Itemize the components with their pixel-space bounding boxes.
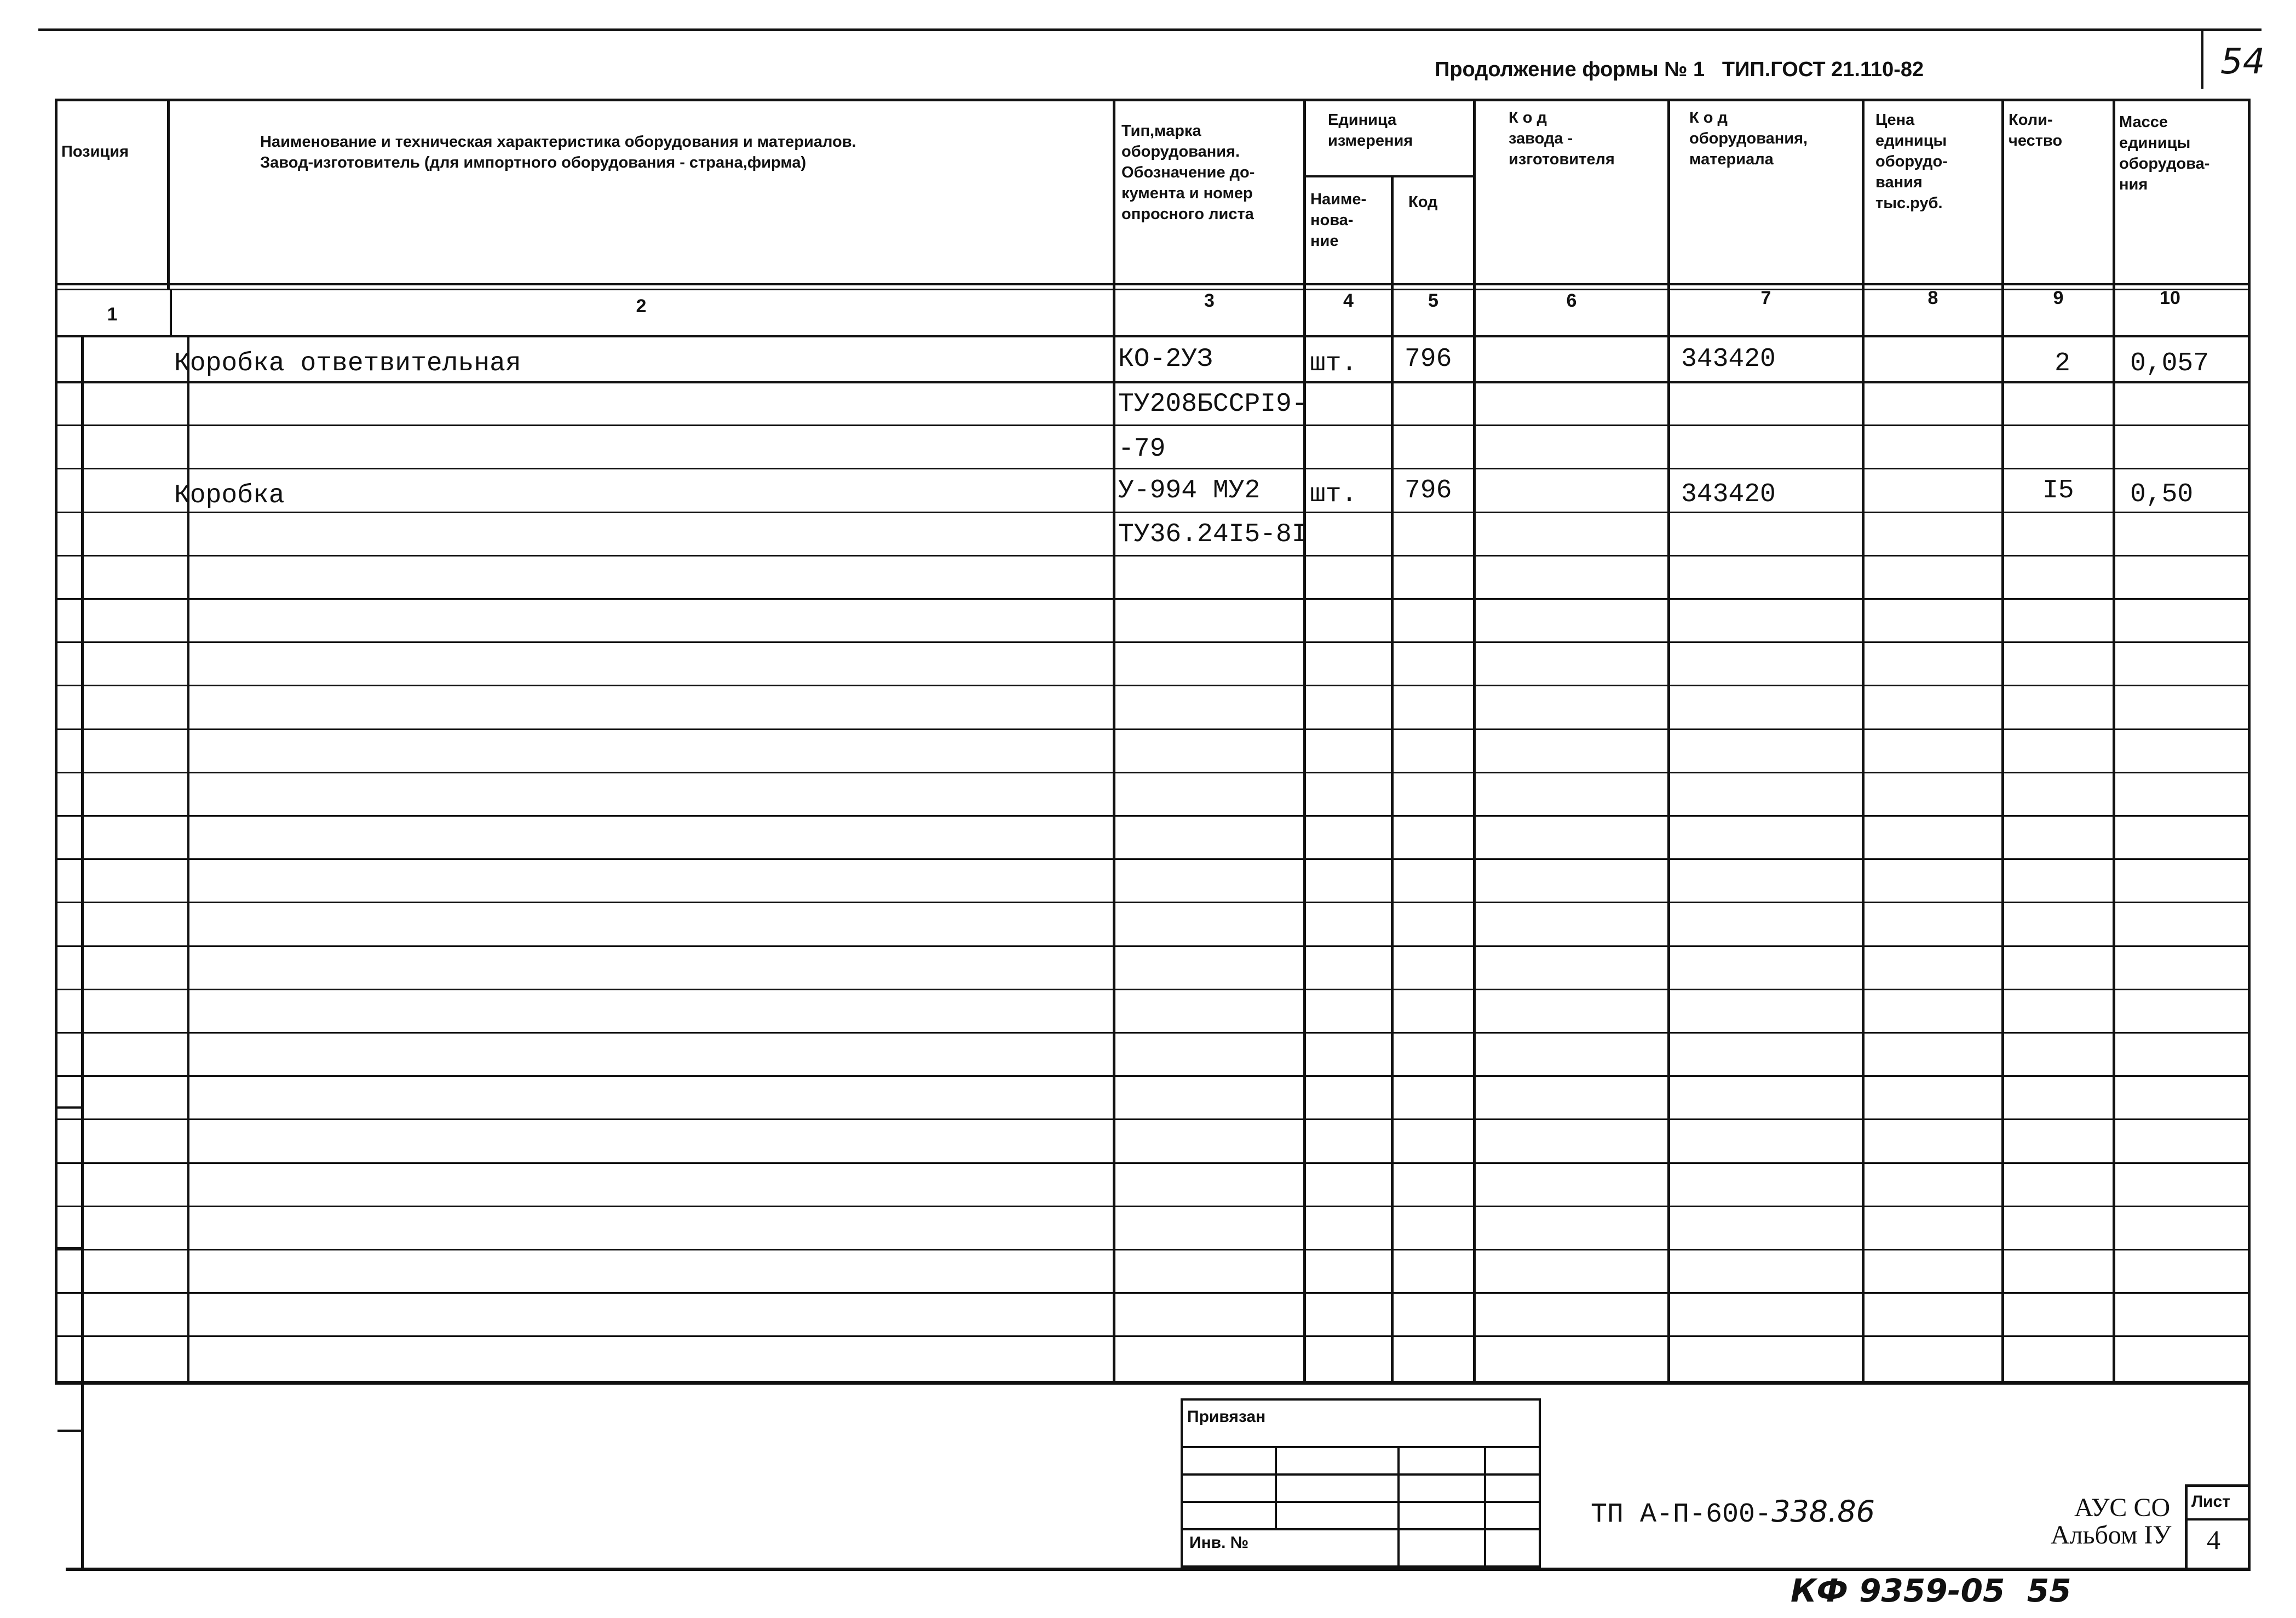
- privyazan-label: Привязан: [1187, 1408, 1266, 1426]
- row-rule-line: [55, 641, 2251, 643]
- sheet-value: 4: [2207, 1524, 2220, 1555]
- header-unit-code: Код: [1408, 193, 1438, 211]
- header-quantity: Коли- чество: [2009, 111, 2063, 150]
- row-rule-line: [55, 858, 2251, 860]
- row-rule-line: [55, 1206, 2251, 1207]
- col-number-4: 4: [1343, 290, 1354, 311]
- designation-handwritten: 338.86: [1771, 1494, 1875, 1529]
- row-4-unit: шт.: [1310, 480, 1357, 509]
- row-rule-line: [55, 1335, 2251, 1337]
- designation: [1591, 1494, 1875, 1530]
- header-factory-code: К о д завода - изготовителя: [1509, 109, 1615, 168]
- privyazan-vline: [1275, 1446, 1277, 1528]
- margin-tick: [57, 1106, 82, 1109]
- header-unit-name: Наиме- нова- ние: [1310, 191, 1367, 250]
- row-4-mass: 0,50: [2130, 480, 2194, 509]
- privyazan-vline: [1484, 1446, 1486, 1568]
- archive-code: КФ 9359-05 55: [1791, 1572, 2071, 1609]
- header-divider: [55, 283, 2251, 285]
- left-frame-line: [81, 337, 84, 1570]
- sheet-label: Лист: [2191, 1493, 2230, 1511]
- inv-label: Инв. №: [1189, 1534, 1249, 1552]
- sheet-number-top: 54: [2220, 42, 2265, 82]
- column-number-divider: [55, 335, 2251, 337]
- row-rule-line: [55, 728, 2251, 730]
- privyazan-line: [1181, 1501, 1541, 1503]
- row-rule-line: [55, 555, 2251, 556]
- row-4-code: 796: [1405, 476, 1452, 506]
- col-number-9: 9: [2053, 288, 2064, 308]
- header-mass: Массе единицы оборудова- ния: [2119, 113, 2210, 193]
- row-4-name: Коробка: [174, 481, 285, 510]
- col-number-1: 1: [107, 304, 118, 325]
- margin-tick: [57, 1247, 82, 1249]
- bottom-frame-line: [66, 1568, 2251, 1571]
- header-name: Наименование и техническая характеристика оборудования и материалов. Завод-изготовитель (для импортного оборудования - страна,фирма): [260, 133, 856, 171]
- privyazan-line: [1181, 1528, 1541, 1530]
- row-1-code: 796: [1405, 345, 1452, 374]
- row-1-equip-code: 343420: [1681, 345, 1776, 374]
- row-rule-line: [55, 468, 2251, 469]
- header-equipment-code: К о д оборудования, материала: [1689, 109, 1808, 168]
- unit-subheader-line: [1303, 175, 1474, 177]
- designation-prefix: ТП А-П-600-: [1591, 1499, 1772, 1530]
- col-number-3: 3: [1204, 290, 1215, 311]
- row-rule-line: [55, 1118, 2251, 1120]
- section-label: АУС СО: [2074, 1493, 2171, 1522]
- row-1-unit: шт.: [1310, 349, 1357, 378]
- row-rule-line: [55, 1075, 2251, 1077]
- col-number-6: 6: [1566, 290, 1577, 311]
- privyazan-vline: [1397, 1446, 1400, 1568]
- col-number-8: 8: [1927, 288, 1938, 308]
- row-rule-line: [55, 945, 2251, 947]
- row-rule-line: [55, 424, 2251, 426]
- top-frame-line: [38, 28, 2262, 31]
- col-number-2: 2: [636, 296, 647, 317]
- privyazan-line: [1181, 1473, 1541, 1476]
- row-3-type: -79: [1118, 434, 1166, 464]
- header-unit: Единица измерения: [1328, 111, 1413, 150]
- row-4-qty: І5: [2042, 476, 2074, 506]
- col-line-1: [167, 99, 170, 290]
- row-rule-line: [55, 512, 2251, 513]
- col-number-5: 5: [1428, 290, 1438, 311]
- col-number-7: 7: [1760, 288, 1771, 308]
- header-type: Тип,марка оборудования. Обозначение до- кумента и номер опросного листа: [1121, 122, 1255, 223]
- row-rule-line: [55, 685, 2251, 686]
- sheet-box-divider: [2185, 1518, 2251, 1521]
- row-rule-line: [55, 1292, 2251, 1294]
- album-label: Альбом IУ: [2051, 1521, 2172, 1550]
- header-price: Цена единицы оборудо- вания тыс.руб.: [1875, 111, 1948, 212]
- row-4-type: У-994 МУ2: [1118, 476, 1261, 506]
- row-rule-line: [55, 598, 2251, 600]
- header-position: Позиция: [61, 143, 129, 160]
- row-rule-line: [55, 1162, 2251, 1164]
- form-continuation-caption: Продолжение формы № 1 ТИП.ГОСТ 21.110-82: [1435, 58, 1924, 81]
- row-rule-line: [55, 1249, 2251, 1250]
- row-4-equip-code: 343420: [1681, 480, 1776, 509]
- row-2-type: ТУ208БССРІ9-: [1118, 389, 1308, 419]
- row-rule-line: [55, 902, 2251, 903]
- row-rule-line: [55, 381, 2251, 383]
- row-1-mass: 0,057: [2130, 349, 2209, 378]
- row-rule-line: [55, 815, 2251, 817]
- stamp-top-line: [55, 1382, 2251, 1385]
- row-1-name: Коробка ответвительная: [174, 349, 521, 378]
- row-1-type: КО-2УЗ: [1118, 345, 1213, 374]
- col-number-10: 10: [2160, 288, 2180, 308]
- row-rule-line: [55, 772, 2251, 773]
- margin-tick: [57, 1430, 82, 1432]
- row-1-qty: 2: [2055, 349, 2070, 378]
- col-line-4: [1391, 175, 1394, 1384]
- privyazan-line: [1181, 1446, 1541, 1448]
- top-right-tick: [2201, 28, 2203, 89]
- row-rule-line: [55, 1032, 2251, 1034]
- row-5-type: ТУ36.24І5-8І: [1118, 520, 1308, 549]
- row-rule-line: [55, 989, 2251, 990]
